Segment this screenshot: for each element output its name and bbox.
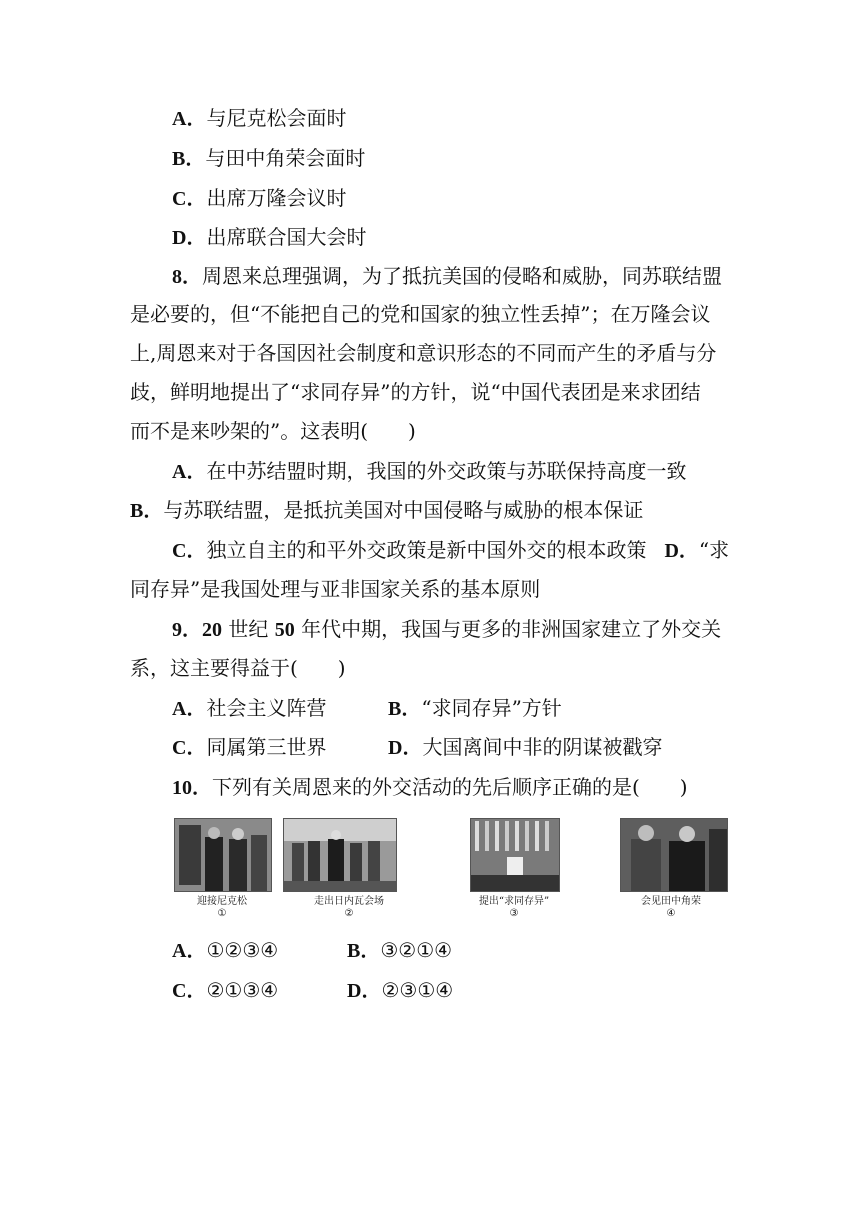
q8-line-5: 而不是来吵架的”。这表明( ) <box>130 419 416 443</box>
q8-option-c: C．独立自主的和平外交政策是新中国外交的根本政策 D．“求 <box>172 538 730 562</box>
q10-option-d: D．②③①④ <box>347 978 454 1002</box>
q7-option-a: A．与尼克松会面时 <box>172 106 347 130</box>
q9-option-c: C．同属第三世界 <box>172 735 327 759</box>
q10-option-a: A．①②③④ <box>172 938 279 962</box>
q8-option-b: B．与苏联结盟，是抵抗美国对中国侵略与威胁的根本保证 <box>130 498 644 522</box>
photo-caption-1: 迎接尼克松 ① <box>197 896 247 919</box>
photo-geneva <box>283 818 397 892</box>
q8-line-4: 歧，鲜明地提出了“求同存异”的方针，说“中国代表团是来求团结 <box>130 380 701 404</box>
photo-bandung <box>470 818 560 892</box>
q8-line-1: 8．周恩来总理强调，为了抵抗美国的侵略和威胁，同苏联结盟 <box>172 264 722 288</box>
q10-option-c: C．②①③④ <box>172 978 279 1002</box>
q8-option-a: A．在中苏结盟时期，我国的外交政策与苏联保持高度一致 <box>172 459 687 483</box>
photo-nixon <box>174 818 272 892</box>
q8-option-d-letter: D． <box>664 540 699 562</box>
q10-stem: 10．下列有关周恩来的外交活动的先后顺序正确的是( ) <box>172 775 688 799</box>
q9-option-b: B．“求同存异”方针 <box>388 696 562 720</box>
photo-caption-2: 走出日内瓦会场 ② <box>314 896 384 919</box>
q8-line-3: 上,周恩来对于各国因社会制度和意识形态的不同而产生的矛盾与分 <box>130 341 717 365</box>
q8-option-d-cont: 同存异”是我国处理与亚非国家关系的基本原则 <box>130 577 541 601</box>
q9-line-1: 9．20 世纪 50 年代中期，我国与更多的非洲国家建立了外交关 <box>172 617 722 641</box>
q10-option-b: B．③②①④ <box>347 938 453 962</box>
q8-line-2: 是必要的，但“不能把自己的党和国家的独立性丢掉”；在万隆会议 <box>130 302 711 326</box>
photo-tanaka <box>620 818 728 892</box>
q7-option-c: C．出席万隆会议时 <box>172 186 347 210</box>
photo-caption-3: 提出“求同存异” ③ <box>478 896 550 919</box>
q9-option-d: D．大国离间中非的阴谋被戳穿 <box>388 735 663 759</box>
q9-option-a: A．社会主义阵营 <box>172 696 327 720</box>
q7-option-b: B．与田中角荣会面时 <box>172 146 366 170</box>
photo-caption-4: 会见田中角荣 ④ <box>641 896 701 919</box>
q7-option-d: D．出席联合国大会时 <box>172 225 367 249</box>
q9-line-2: 系，这主要得益于( ) <box>130 656 346 680</box>
q8-option-d-start: “求 <box>698 538 730 562</box>
